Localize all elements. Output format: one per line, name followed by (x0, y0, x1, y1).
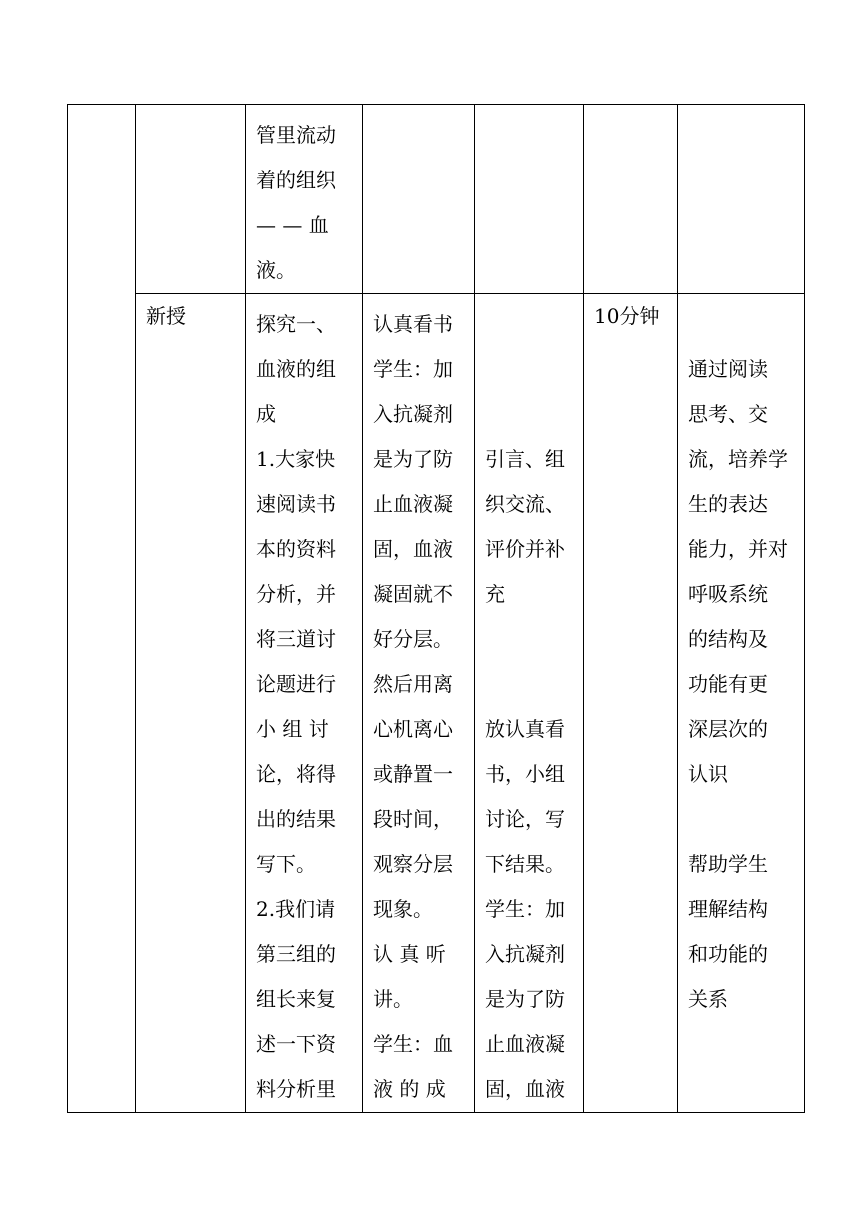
teacher-activity-cell (475, 294, 584, 1113)
merged-left-cell (68, 105, 136, 1113)
teacher-activity-cell (475, 105, 584, 294)
time-cell (584, 105, 678, 294)
content-cell (246, 105, 363, 294)
purpose-cell (678, 294, 805, 1113)
student-activity-text: 认真看书 学生：加 入抗凝剂 是为了防 止血液凝 固，血液 凝固就不 好分层。 然后用离 心机离心 或静置一 段时间， 观察分层 现象。 认 真 听 讲。 学生：血 液 的 成 (373, 312, 453, 1101)
table-row (68, 294, 805, 1113)
student-activity-cell (363, 105, 475, 294)
purpose-text: 通过阅读 思考、交 流，培养学 生的表达 能力，并对 呼吸系统 的结构及 功能有更 深层次的 认识 帮助学生 理解结构 和功能的 关系 (688, 357, 788, 1011)
content-text: 探究一、 血液的组 成 1.大家快 速阅读书 本的资料 分析，并 将三道讨 论题进行 小 组 讨 论，将得 出的结果 写下。 2.我们请 第三组的 组长来复 述一下资 料分析里 (256, 312, 336, 1101)
lesson-plan-table (67, 104, 805, 1113)
stage-label: 新授 (146, 304, 186, 328)
stage-cell (136, 294, 246, 1113)
time-cell (584, 294, 678, 1113)
content-cell (246, 294, 363, 1113)
purpose-cell (678, 105, 805, 294)
stage-cell (136, 105, 246, 294)
student-activity-cell (363, 294, 475, 1113)
content-text: 管里流动 着的组织 — — 血 液。 (256, 123, 336, 282)
teacher-activity-text: 引言、组 织交流、 评价并补 充 放认真看 书，小组 讨论，写 下结果。 学生：加 入抗凝剂 是为了防 止血液凝 固，血液 (485, 447, 565, 1101)
table-row (68, 105, 805, 294)
time-text: 10分钟 (594, 304, 660, 328)
